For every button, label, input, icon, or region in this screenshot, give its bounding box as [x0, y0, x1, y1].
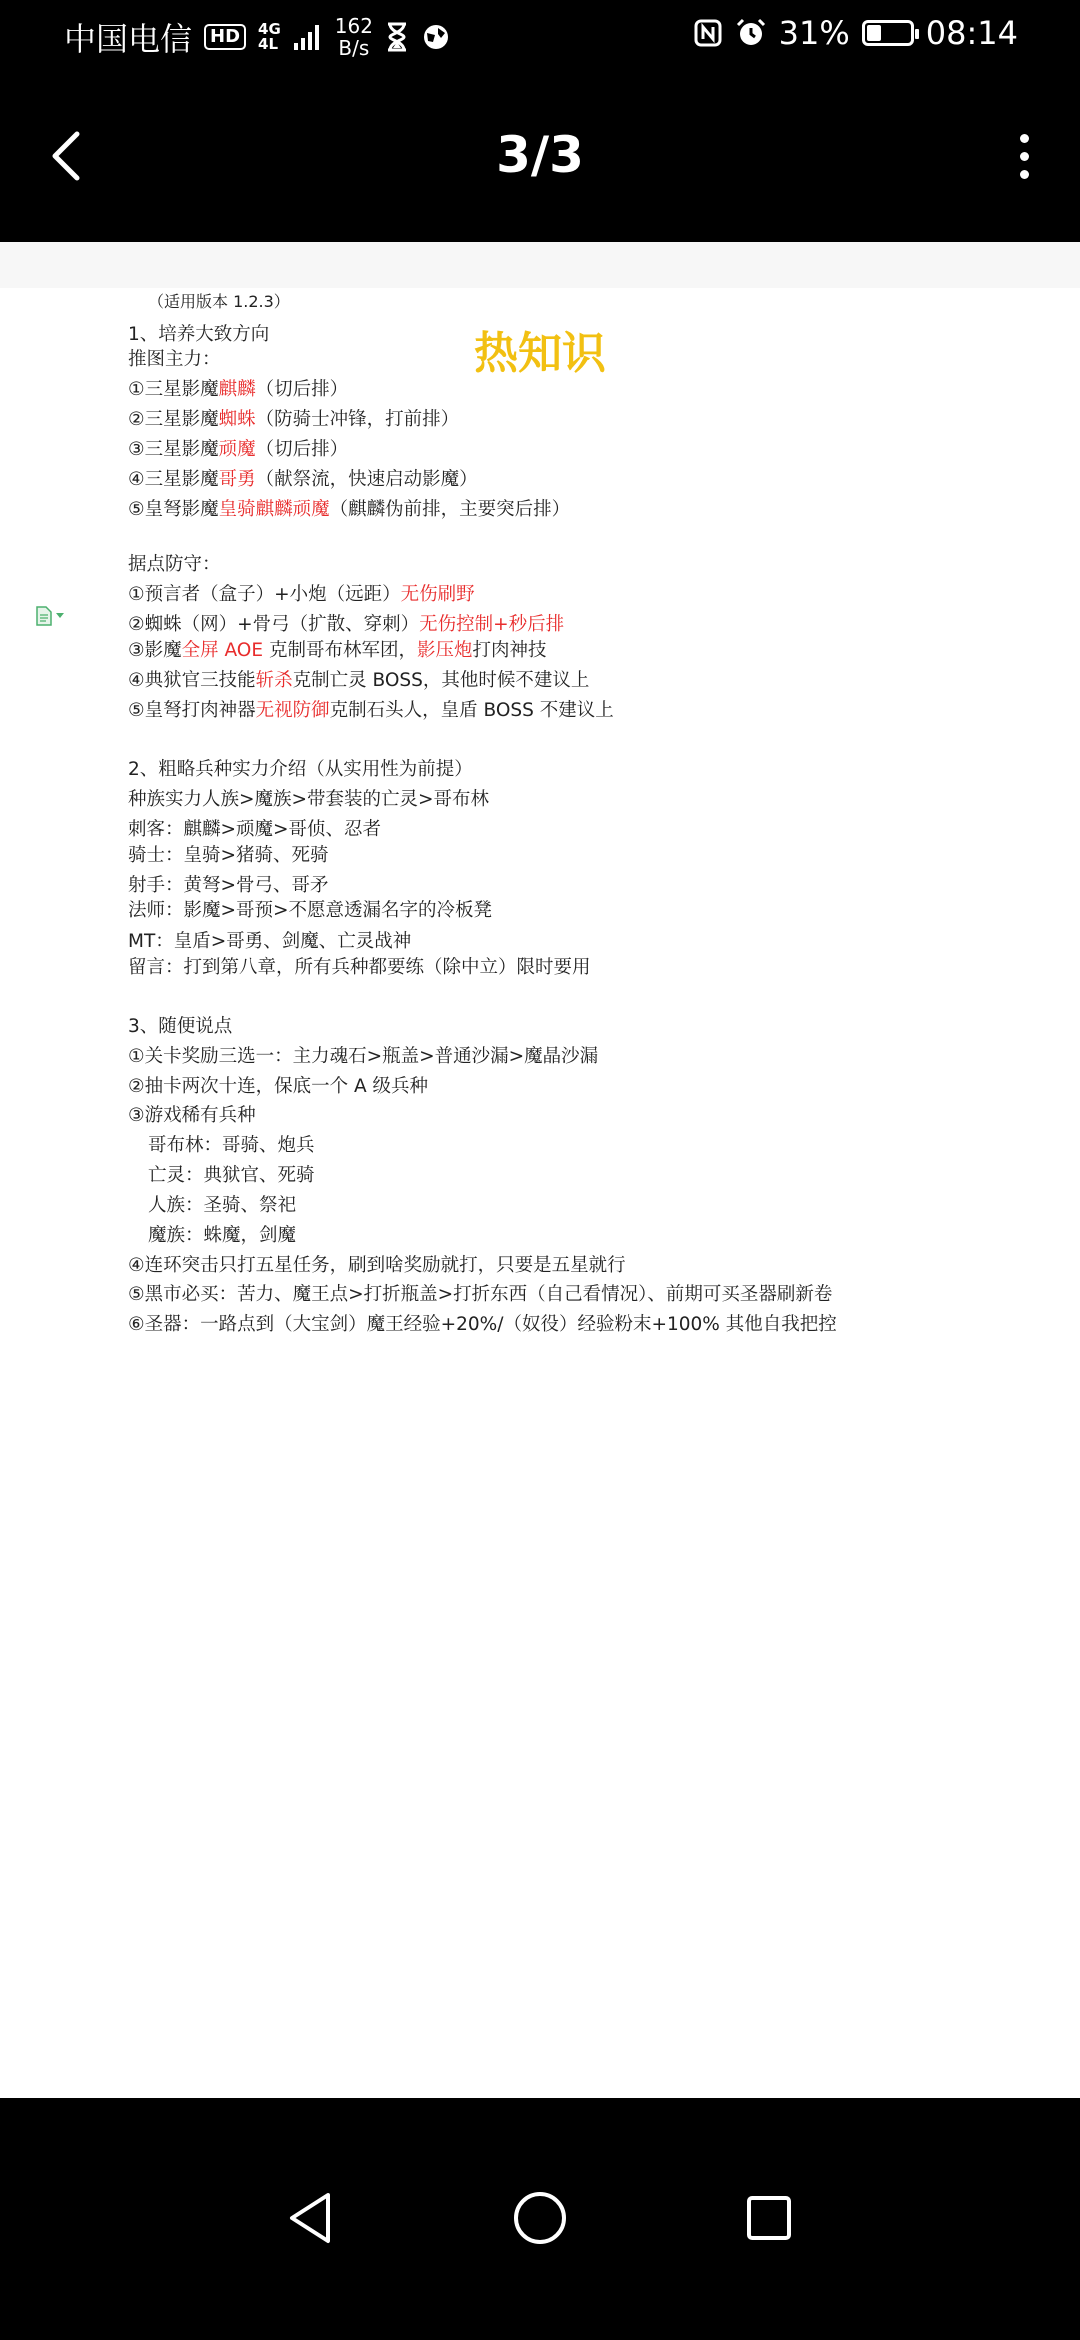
highlight-text: 全屏 AOE: [181, 640, 264, 661]
highlight-text: 皇骑麒麟顽魔: [218, 499, 330, 520]
network-speed: 162 B/s: [334, 14, 373, 60]
highlight-text: 顽魔: [218, 439, 256, 460]
list-item: ③游戏稀有兵种: [128, 1105, 256, 1126]
list-item: ④三星影魔哥勇（献祭流，快速启动影魔）: [128, 469, 478, 490]
list-item: ①预言者（盒子）+小炮（远距）无伤刷野: [128, 584, 475, 605]
vpn-globe-icon: [421, 22, 451, 52]
highlight-text: 影压炮: [416, 640, 473, 661]
note-icon: [36, 606, 52, 626]
more-options-button[interactable]: [996, 116, 1052, 196]
more-dot-icon: [1020, 134, 1029, 143]
list-item: 射手：黄弩>骨弓、哥矛: [128, 875, 329, 896]
highlight-text: 蜘蛛: [218, 409, 256, 430]
comment-icon[interactable]: [36, 606, 64, 626]
list-item: ③影魔全屏 AOE 克制哥布林军团，影压炮打肉神技: [128, 640, 547, 661]
dropdown-caret-icon: [56, 613, 64, 619]
highlight-text: 麒麟: [218, 379, 256, 400]
network-type-icon: 4G 4L: [258, 20, 281, 53]
list-item: ①关卡奖励三选一：主力魂石>瓶盖>普通沙漏>魔晶沙漏: [128, 1046, 599, 1067]
list-item: ③三星影魔顽魔（切后排）: [128, 439, 349, 460]
nav-home-button[interactable]: [500, 2178, 580, 2258]
list-item: 种族实力人族>魔族>带套装的亡灵>哥布林: [128, 789, 490, 810]
highlight-text: 无伤刷野: [400, 584, 475, 605]
list-item: ②蜘蛛（网）+骨弓（扩散、穿刺）无伤控制+秒后排: [128, 614, 565, 635]
nfc-icon: [693, 18, 723, 48]
list-item: 刺客：麒麟>顽魔>哥侦、忍者: [128, 819, 382, 840]
list-item: 哥布林：哥骑、炮兵: [148, 1135, 315, 1156]
carrier-name: 中国电信: [64, 20, 193, 58]
document-page[interactable]: [0, 242, 1080, 2098]
list-item: 留言：打到第八章，所有兵种都要练（除中立）限时要用: [128, 957, 591, 978]
battery-fill: [867, 25, 881, 41]
highlight-text: 无视防御: [255, 700, 330, 721]
list-item: ④典狱官三技能斩杀克制亡灵 BOSS，其他时候不建议上: [128, 670, 590, 691]
highlight-text: 无伤控制+秒后排: [419, 614, 565, 635]
highlight-text: 哥勇: [218, 469, 256, 490]
list-item: ④连环突击只打五星任务，刷到啥奖励就打，只要是五星就行: [128, 1255, 626, 1276]
more-dot-icon: [1020, 170, 1029, 179]
status-left: [64, 14, 451, 60]
list-item: ②抽卡两次十连，保底一个 A 级兵种: [128, 1076, 429, 1097]
nav-recents-button[interactable]: [729, 2178, 809, 2258]
list-item: 骑士：皇骑>猪骑、死骑: [128, 845, 329, 866]
app-bar: [0, 76, 1080, 242]
page-indicator: 3/3: [496, 126, 584, 184]
list-item: ⑤皇弩影魔皇骑麒麟顽魔（麒麟伪前排，主要突后排）: [128, 499, 571, 520]
subheading-defense: 据点防守：: [128, 554, 221, 575]
battery-percent: 31%: [778, 14, 850, 52]
hd-voice-icon: HD: [204, 24, 246, 50]
clock: 08:14: [925, 14, 1018, 52]
section-heading-3: 3、随便说点: [128, 1016, 233, 1037]
page-top-shadow: [0, 242, 1080, 288]
list-item: 法师：影魔>哥预>不愿意透漏名字的冷板凳: [128, 900, 493, 921]
circle-home-icon: [512, 2190, 568, 2246]
list-item: 亡灵：典狱官、死骑: [148, 1165, 315, 1186]
more-dot-icon: [1020, 152, 1029, 161]
hourglass-icon: [385, 22, 409, 52]
alarm-icon: [735, 17, 767, 49]
list-item: MT：皇盾>哥勇、剑魔、亡灵战神: [128, 931, 412, 952]
status-right: [693, 14, 1018, 52]
list-item: ⑤黑市必买：苦力、魔王点>打折瓶盖>打折东西（自己看情况）、前期可买圣器刷新卷: [128, 1284, 833, 1305]
signal-icon: [293, 23, 323, 51]
list-item: ⑤皇弩打肉神器无视防御克制石头人，皇盾 BOSS 不建议上: [128, 700, 614, 721]
system-nav-bar: [0, 2098, 1080, 2340]
list-item: ⑥圣器：一路点到（大宝剑）魔王经验+20%/（奴役）经验粉末+100% 其他自我把控: [128, 1314, 837, 1335]
triangle-back-icon: [284, 2190, 336, 2246]
list-item: ①三星影魔麒麟（切后排）: [128, 379, 349, 400]
list-item: 人族：圣骑、祭祀: [148, 1195, 297, 1216]
status-bar: [0, 0, 1080, 76]
list-item: ②三星影魔蜘蛛（防骑士冲锋，打前排）: [128, 409, 460, 430]
section-heading-1: 1、培养大致方向: [128, 324, 270, 345]
highlight-text: 斩杀: [255, 670, 293, 691]
subheading-push: 推图主力：: [128, 349, 221, 370]
nav-back-button[interactable]: [270, 2178, 350, 2258]
list-item: 魔族：蛛魔，剑魔: [148, 1225, 297, 1246]
battery-icon: [862, 20, 914, 46]
version-note: （适用版本 1.2.3）: [148, 292, 290, 311]
square-recents-icon: [744, 2193, 794, 2243]
section-heading-2: 2、粗略兵种实力介绍（从实用性为前提）: [128, 759, 473, 780]
document-title: 热知识: [474, 328, 606, 379]
